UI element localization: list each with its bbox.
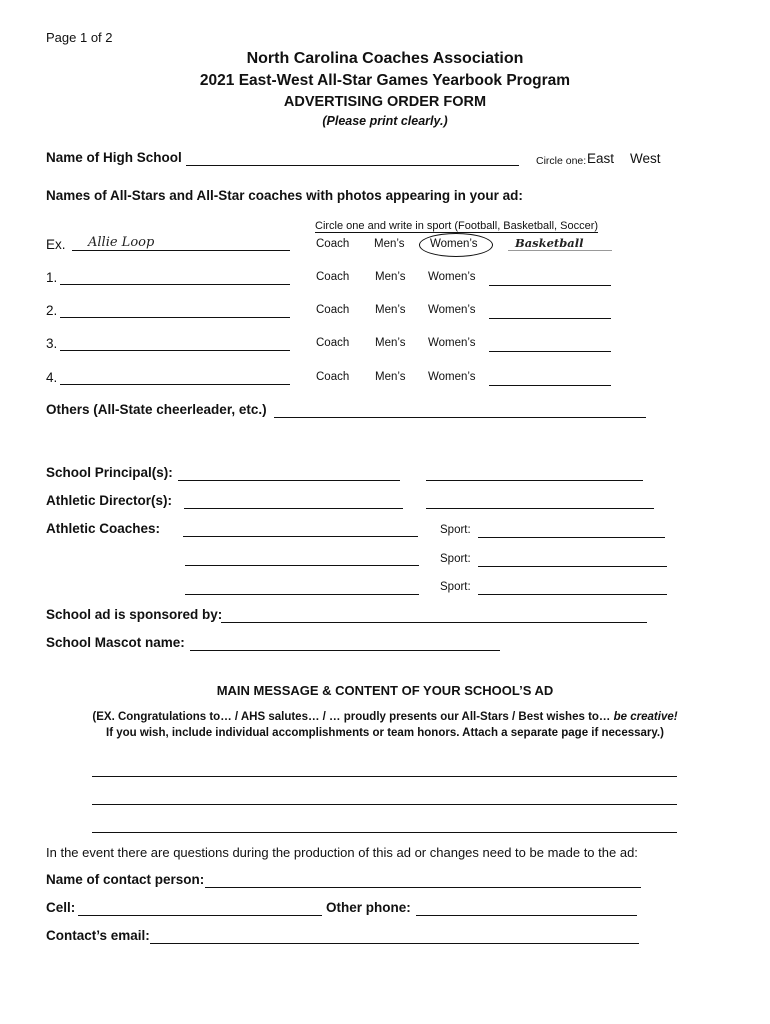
principal-field-2[interactable] — [426, 480, 643, 481]
others-field[interactable] — [274, 417, 646, 418]
coach-sport-label-3: Sport: — [440, 581, 471, 593]
other-phone-label: Other phone: — [326, 900, 411, 915]
row-4-womens[interactable]: Women’s — [428, 371, 476, 383]
contact-intro: In the event there are questions during the production of this ad or changes need to be made to the ad: — [46, 845, 638, 860]
message-example-text: (EX. Congratulations to… / AHS salutes… / … proudly presents our All-Stars / Best wishes to… — [92, 711, 611, 723]
principal-field-1[interactable] — [178, 480, 400, 481]
main-message-title: MAIN MESSAGE & CONTENT OF YOUR SCHOOL’S AD — [216, 683, 554, 698]
example-sport-line — [508, 250, 612, 251]
row-3-sport-field[interactable] — [489, 351, 611, 352]
mascot-field[interactable] — [190, 650, 500, 651]
row-3-name-field[interactable] — [60, 350, 290, 351]
athletic-director-field-2[interactable] — [426, 508, 654, 509]
program-title: 2021 East-West All-Star Games Yearbook Program — [199, 72, 571, 89]
athletic-director-label: Athletic Director(s): — [46, 493, 173, 508]
row-4-coach[interactable]: Coach — [316, 371, 350, 383]
example-womens: Women’s — [430, 238, 478, 250]
example-mens: Men’s — [374, 238, 405, 250]
contact-email-label: Contact’s email: — [46, 928, 150, 943]
coach-sport-field-1[interactable] — [478, 537, 665, 538]
row-2-sport-field[interactable] — [489, 318, 611, 319]
example-sport: Basketball — [515, 236, 584, 250]
allstars-heading: Names of All-Stars and All-Star coaches with photos appearing in your ad: — [46, 188, 523, 203]
row-3-coach[interactable]: Coach — [316, 337, 350, 349]
example-name-line — [72, 250, 290, 251]
row-1-womens[interactable]: Women’s — [428, 271, 476, 283]
row-4-mens[interactable]: Men’s — [375, 371, 406, 383]
row-2-mens[interactable]: Men’s — [375, 304, 406, 316]
coach-sport-label-2: Sport: — [440, 553, 471, 565]
other-phone-field[interactable] — [416, 915, 637, 916]
coach-sport-field-3[interactable] — [478, 594, 667, 595]
org-title: North Carolina Coaches Association — [246, 50, 524, 67]
row-3-label: 3. — [46, 336, 58, 351]
form-title: ADVERTISING ORDER FORM — [283, 94, 487, 110]
east-option[interactable]: East — [587, 151, 615, 166]
page-number: Page 1 of 2 — [46, 30, 113, 45]
message-line-1[interactable] — [92, 776, 677, 777]
be-creative-text: be creative! — [613, 711, 678, 723]
row-3-mens[interactable]: Men’s — [375, 337, 406, 349]
row-1-sport-field[interactable] — [489, 285, 611, 286]
example-coach: Coach — [316, 238, 350, 250]
sponsored-by-label: School ad is sponsored by: — [46, 607, 223, 622]
coach-sport-field-2[interactable] — [478, 566, 667, 567]
row-2-womens[interactable]: Women’s — [428, 304, 476, 316]
contact-person-field[interactable] — [205, 887, 641, 888]
row-4-sport-field[interactable] — [489, 385, 611, 386]
coach-field-3[interactable] — [185, 594, 419, 595]
coach-sport-label-1: Sport: — [440, 524, 471, 536]
coach-field-2[interactable] — [185, 565, 419, 566]
athletic-director-field-1[interactable] — [184, 508, 403, 509]
row-3-womens[interactable]: Women’s — [428, 337, 476, 349]
high-school-label: Name of High School — [46, 150, 182, 165]
row-2-name-field[interactable] — [60, 317, 290, 318]
others-label: Others (All-State cheerleader, etc.) — [46, 402, 267, 417]
row-1-name-field[interactable] — [60, 284, 290, 285]
contact-person-label: Name of contact person: — [46, 872, 205, 887]
west-option[interactable]: West — [630, 151, 661, 166]
row-1-label: 1. — [46, 270, 58, 285]
print-note: (Please print clearly.) — [322, 114, 448, 128]
row-1-mens[interactable]: Men’s — [375, 271, 406, 283]
message-instructions-2: If you wish, include individual accomplishments or team honors. Attach a separate page if necessary.) — [106, 727, 664, 739]
mascot-label: School Mascot name: — [46, 635, 185, 650]
example-label: Ex. — [46, 237, 66, 252]
message-instructions-1 — [0, 711, 770, 723]
message-line-3[interactable] — [92, 832, 677, 833]
contact-email-field[interactable] — [150, 943, 639, 944]
circle-one-label: Circle one: — [536, 155, 587, 167]
sport-instruction: Circle one and write in sport (Football, Basketball, Soccer) — [315, 220, 599, 232]
cell-field[interactable] — [78, 915, 322, 916]
cell-label: Cell: — [46, 900, 76, 915]
sponsored-by-field[interactable] — [221, 622, 647, 623]
principal-label: School Principal(s): — [46, 465, 173, 480]
coach-field-1[interactable] — [183, 536, 418, 537]
row-4-name-field[interactable] — [60, 384, 290, 385]
row-1-coach[interactable]: Coach — [316, 271, 350, 283]
athletic-coaches-label: Athletic Coaches: — [46, 521, 161, 536]
example-name: Allie Loop — [88, 235, 155, 250]
high-school-field[interactable] — [186, 165, 519, 166]
row-4-label: 4. — [46, 370, 58, 385]
message-line-2[interactable] — [92, 804, 677, 805]
row-2-label: 2. — [46, 303, 58, 318]
row-2-coach[interactable]: Coach — [316, 304, 350, 316]
